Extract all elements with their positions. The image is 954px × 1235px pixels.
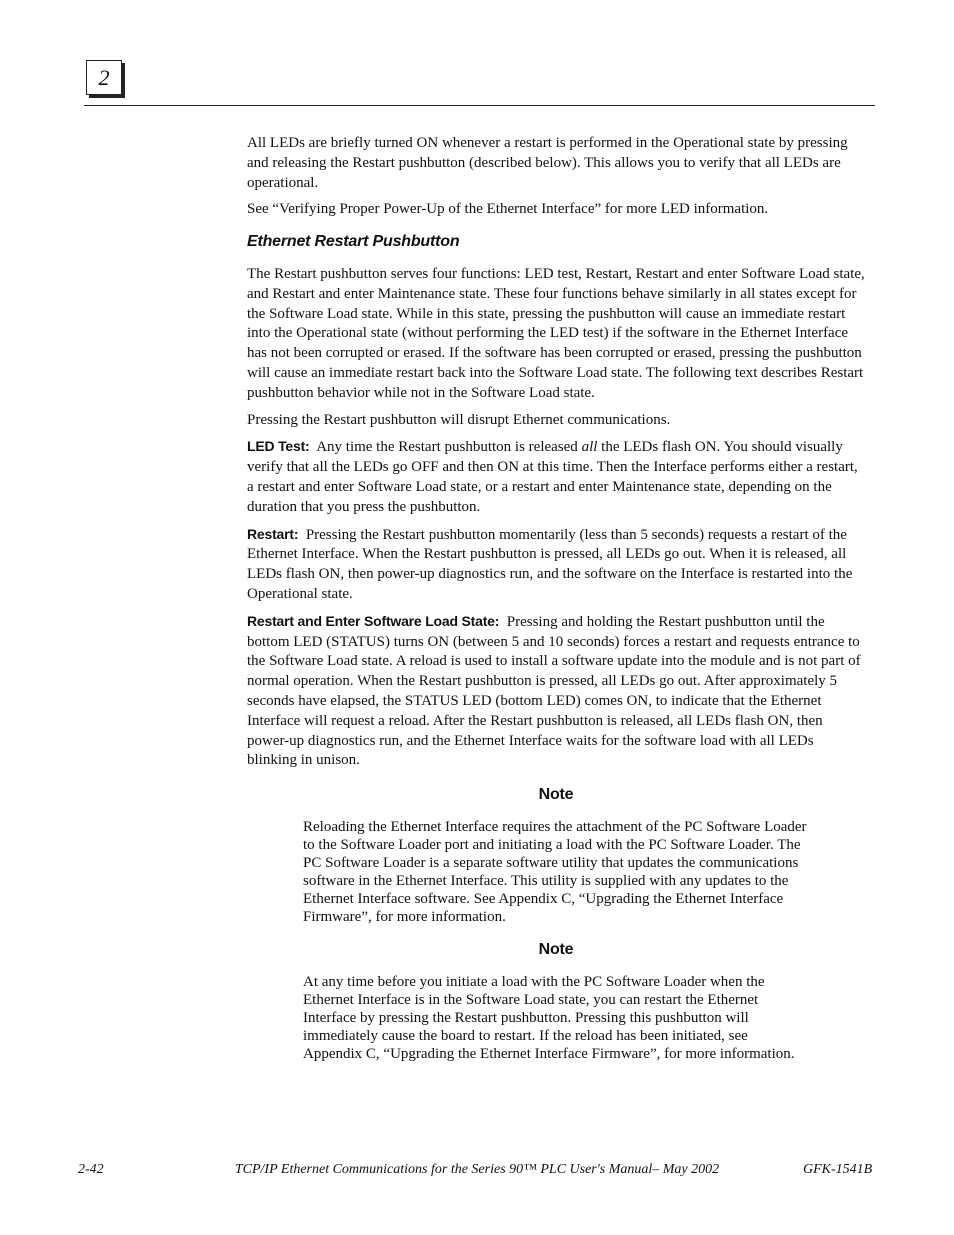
section-paragraph-2: Pressing the Restart pushbutton will disrupt Ethernet communications.: [247, 411, 671, 428]
led-test-text-before: Any time the Restart pushbutton is released: [316, 439, 582, 456]
note-2-title: Note: [538, 940, 574, 958]
chapter-number-box: [86, 60, 122, 95]
footer-title: TCP/IP Ethernet Communications for the Series 90™ PLC User's Manual– May 2002: [234, 1162, 720, 1177]
intro-paragraph-2: See “Verifying Proper Power-Up of the Ethernet Interface” for more LED information.: [247, 201, 769, 218]
restart-label: Restart:: [247, 525, 299, 542]
restart-text: Pressing the Restart pushbutton momentarily (less than 5 seconds) requests a restart of the Ethernet Interface. When the Restart pushbutton is pressed, all LEDs go out. When it is released, all LEDs flash ON, then power-up diagnostics run, and the software on the Interface is restarted into the Operational state.: [247, 526, 853, 602]
footer-doc-id: GFK-1541B: [803, 1162, 873, 1177]
software-load-paragraph: [247, 612, 865, 771]
led-test-label: LED Test:: [247, 438, 310, 455]
restart-paragraph: [247, 525, 865, 605]
led-test-paragraph: [247, 437, 865, 517]
note-1-title: Note: [538, 786, 574, 804]
led-test-emphasis: all: [581, 439, 598, 456]
note-1-body: Reloading the Ethernet Interface requires the attachment of the PC Software Loader to the Software Loader port and initiating a load with the PC Software Loader. The PC Software Loader is a separate software utility that updates the communications software in the Ethernet Interface. This utility is supplied with any updates to the Ethernet Interface software. See Appendix C, “Upgrading the Ethernet Interface Firmware”, for more information.: [303, 818, 807, 925]
chapter-number: 2: [98, 64, 110, 90]
software-load-text: Pressing and holding the Restart pushbutton until the bottom LED (STATUS) turns ON (between 5 and 10 seconds) forces a restart and requests entrance to the Software Load state. A reload is used to install a software update into the module and is not part of normal operation. When the Restart pushbutton is pressed, all LEDs go out. After approximately 5 seconds have elapsed, the STATUS LED (bottom LED) comes ON, to indicate that the Ethernet Interface will request a reload. After the Restart pushbutton is released, all LEDs flash ON, then power-up diagnostics run, and the Ethernet Interface waits for the software load with all LEDs blinking in unison.: [247, 613, 861, 769]
header-rule: [84, 105, 875, 106]
page-content: [247, 134, 865, 1063]
section-heading: Ethernet Restart Pushbutton: [247, 233, 460, 251]
footer-page-number: 2-42: [78, 1162, 104, 1177]
software-load-label: Restart and Enter Software Load State:: [247, 612, 500, 629]
section-paragraph-1: The Restart pushbutton serves four functions: LED test, Restart, Restart and enter Software Load state, and Restart and enter Maintenance state. These four functions behave similarly in all states except for the Software Load state. While in this state, pressing the pushbutton will cause an immediate restart into the Operational state (without performing the LED test) if the software in the Ethernet Interface has not been corrupted or erased. If the software has been corrupted or erased, pressing the pushbutton will cause an immediate restart back into the Software Load state. The following text describes Restart pushbutton behavior while not in the Software Load state.: [247, 265, 865, 401]
intro-paragraph-1: All LEDs are briefly turned ON whenever a restart is performed in the Operational state by pressing and releasing the Restart pushbutton (described below). This allows you to verify that all LEDs are operational.: [247, 135, 848, 191]
led-test-text-after: the LEDs flash ON. You should visually verify that all the LEDs go OFF and then ON at this time. Then the Interface performs either a restart, a restart and enter Software Load state, or a restart and enter Maintenance state, depending on the duration that you press the pushbutton.: [247, 439, 858, 515]
note-2-body: At any time before you initiate a load with the PC Software Loader when the Ethernet Interface is in the Software Load state, you can restart the Ethernet Interface by pressing the Restart pushbutton. Pressing this pushbutton will immediately cause the board to restart. If the reload has been initiated, see Appendix C, “Upgrading the Ethernet Interface Firmware”, for more information.: [303, 973, 795, 1062]
